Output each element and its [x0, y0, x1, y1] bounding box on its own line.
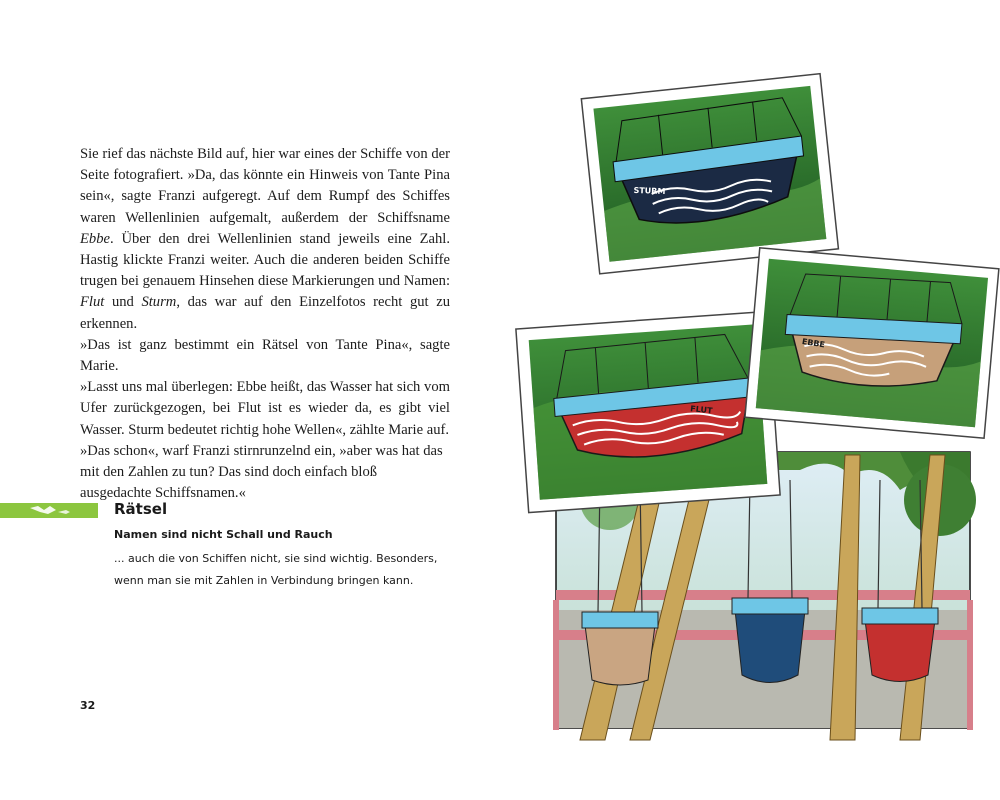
riddle-marker-bar [0, 503, 98, 518]
paragraph-2: »Das ist ganz bestimmt ein Rätsel von Tante Pina«, sagte Marie. [80, 336, 450, 375]
page-number: 32 [80, 699, 96, 712]
paragraph-3: »Lasst uns mal überlegen: Ebbe heißt, das Wasser hat sich vom Ufer zurückgezogen, bei Flut ist es wieder da, es gibt viel Wasser. Sturm bedeutet richtig hohe Wellen«, zählte Marie auf. [80, 379, 450, 438]
paragraph-4: »Das schon«, warf Franzi stirnrunzelnd ein, »aber was hat das mit den Zahlen zu tun? Das sind doch einfach bloß ausgedachte Schiffsnamen.« [80, 442, 443, 502]
name-sturm: Sturm [141, 294, 177, 311]
photo-flut [516, 311, 780, 512]
riddle-text: ... auch die von Schiffen nicht, sie sind wichtig. Besonders, wenn man sie mit Zahlen in Verbindung bringen kann. [114, 552, 438, 587]
story-text [80, 144, 450, 504]
boat-swing-illustration [500, 0, 1000, 800]
boat-label-sturm: STURM [633, 185, 666, 196]
riddle-subtitle: Namen sind nicht Schall und Rauch [114, 528, 333, 541]
boat-label-flut: FLUT [689, 404, 713, 416]
name-flut: Flut [80, 294, 105, 311]
riddle-title: Rätsel [114, 500, 168, 518]
photo-sturm [581, 74, 838, 274]
name-ebbe: Ebbe [80, 230, 110, 247]
paragraph-1: Sie rief das nächste Bild auf, hier war eines der Schiffe von der Seite fotografiert. »Da, das könnte ein Hinweis von Tante Pina sein«, sagte Franzi aufgeregt. Auf dem Rumpf des Schiffes waren Wellenlinien aufgemalt, außerdem der Schiffsname Ebbe. Über den drei Wellenlinien stand jeweils eine Zahl. Hastig klickte Franzi weiter. Auch die anderen beiden Schiffe trugen bei genauem Hinsehen diese Markierungen und Namen: Flut und Sturm, das war auf den Einzelfotos recht gut zu erkennen. [80, 146, 450, 332]
boat-label-ebbe: EBBE [801, 336, 826, 350]
photo-ebbe [745, 248, 999, 438]
